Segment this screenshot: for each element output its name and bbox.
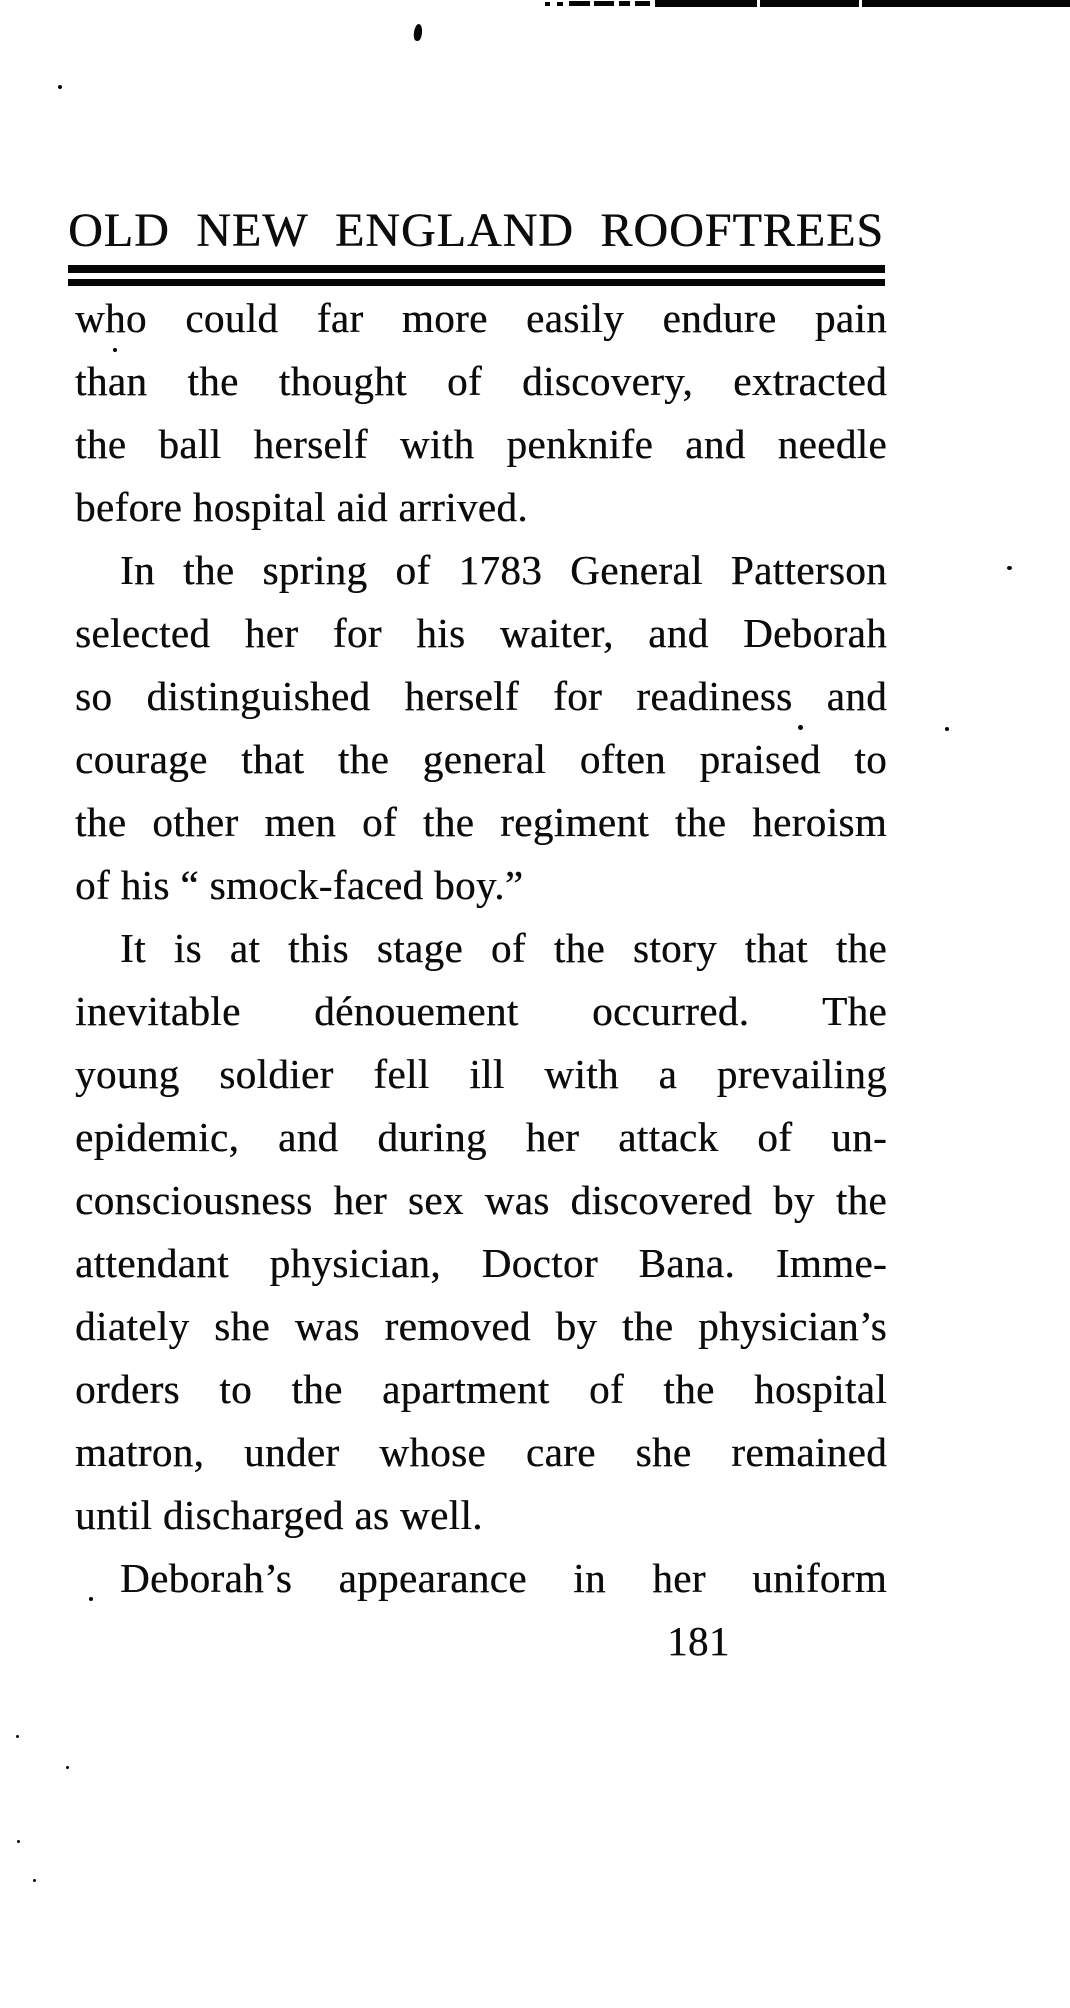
ink-speck <box>1007 566 1012 570</box>
ink-speck <box>17 1840 20 1843</box>
running-head-title <box>68 204 884 257</box>
text-line: before hospital aid arrived. <box>75 484 528 530</box>
text-line: In the spring of 1783 General Patterson <box>120 547 887 593</box>
text-line: epidemic, and during her attack of un- <box>75 1114 887 1160</box>
text-line: until discharged as well. <box>75 1492 483 1538</box>
text-line: the ball herself with penknife and needle <box>75 421 887 467</box>
text-line: young soldier fell ill with a prevailing <box>75 1051 887 1097</box>
text-line: than the thought of discovery, extracted <box>75 358 887 404</box>
text-line: courage that the general often praised to <box>75 736 887 782</box>
text-line: attendant physician, Doctor Bana. Imme- <box>75 1240 887 1286</box>
text-line: It is at this stage of the story that the <box>120 925 887 971</box>
text-line: of his “ smock-faced boy.” <box>75 862 524 908</box>
body-text <box>75 287 887 1673</box>
double-rule-bottom <box>68 279 885 286</box>
text-line: consciousness her sex was discovered by the <box>75 1177 887 1223</box>
text-line: Deborah’s appearance in her uniform <box>120 1555 887 1601</box>
ink-speck <box>58 85 62 89</box>
ink-speck <box>945 727 949 731</box>
scan-edge-artifact <box>0 0 1070 10</box>
running-head-word: OLD <box>68 204 170 257</box>
text-line: selected her for his waiter, and Deborah <box>75 610 887 656</box>
running-head-word: ENGLAND <box>334 204 574 257</box>
page-number: 181 <box>667 1618 730 1664</box>
text-line: who could far more easily endure pain <box>75 295 887 341</box>
running-head-word: ROOFTREES <box>600 204 884 257</box>
running-head-word: NEW <box>196 204 309 257</box>
ink-speck <box>16 1735 19 1738</box>
ink-speck <box>33 1879 36 1882</box>
text-line: so distinguished herself for readiness and <box>75 673 887 719</box>
text-line: orders to the apartment of the hospital <box>75 1366 887 1412</box>
ink-mark <box>413 24 423 42</box>
double-rule-top <box>68 265 885 273</box>
text-line: inevitable dénouement occurred. The <box>75 988 887 1034</box>
text-line: matron, under whose care she remained <box>75 1429 887 1475</box>
ink-speck <box>66 1766 69 1769</box>
text-line: the other men of the regiment the heroism <box>75 799 887 845</box>
text-line: diately she was removed by the physician’s <box>75 1303 887 1349</box>
